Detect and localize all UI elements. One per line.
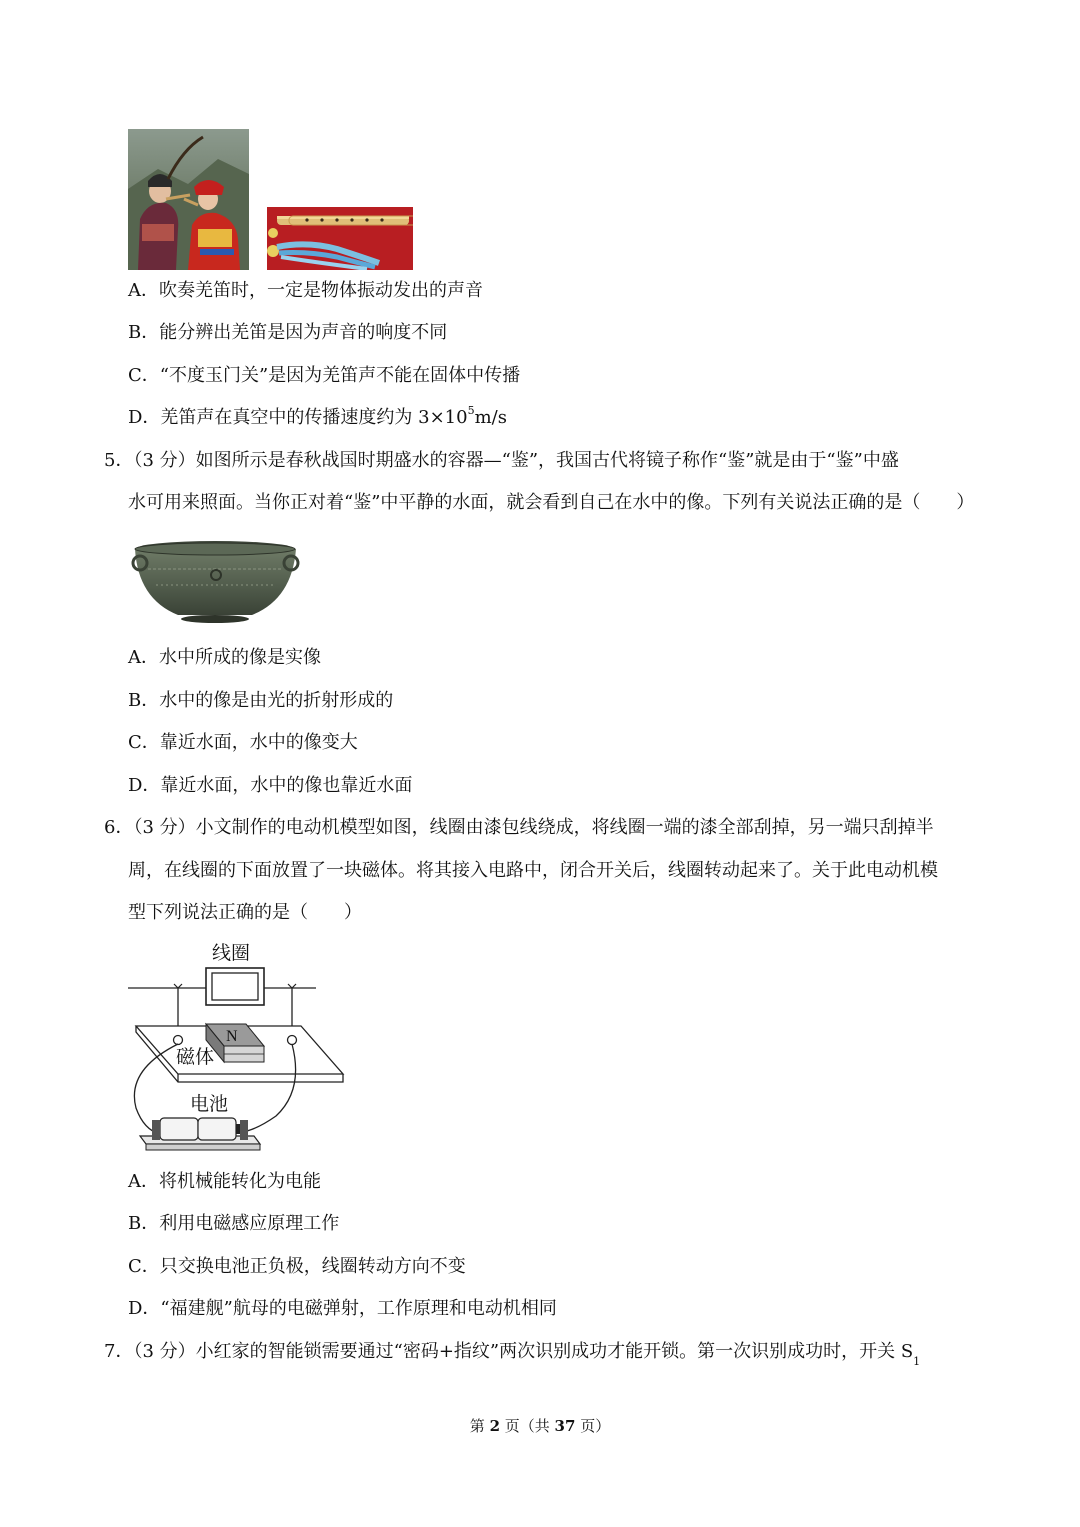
q4-option-d-unit: m/s <box>474 407 507 428</box>
magnet-label: 磁体 <box>176 1046 215 1068</box>
q4-option-c: C．“不度玉门关”是因为羌笛声不能在固体中传播 <box>128 365 521 386</box>
footer-page-number: 2 <box>489 1417 500 1435</box>
footer-prefix: 第 <box>469 1417 490 1435</box>
motor-model-diagram <box>126 940 348 1154</box>
q4-option-a: A．吹奏羌笛时，一定是物体振动发出的声音 <box>128 280 483 301</box>
q4-option-d-exponent: 5 <box>467 404 475 417</box>
q5-option-c: C．靠近水面，水中的像变大 <box>128 732 358 753</box>
q6-option-b: B．利用电磁感应原理工作 <box>128 1213 340 1234</box>
q5-stem-line2: 水可用来照面。当你正对着“鉴”中平静的水面，就会看到自己在水中的像。下列有关说法正确的是（ ） <box>128 492 975 513</box>
q5-stem-line1: 5．（3 分）如图所示是春秋战国时期盛水的容器—“鉴”，我国古代将镜子称作“鉴”就是由于“鉴”中盛 <box>104 450 899 471</box>
q5-option-b: B．水中的像是由光的折射形成的 <box>128 690 394 711</box>
footer-middle: 页（共 <box>500 1417 555 1435</box>
performers-photo <box>128 129 249 270</box>
q6-stem-line3: 型下列说法正确的是（ ） <box>128 902 362 923</box>
footer-suffix: 页） <box>575 1417 611 1435</box>
q7-switch-subscript: 1 <box>913 1354 921 1368</box>
footer-total-pages: 37 <box>554 1417 576 1435</box>
coil-label: 线圈 <box>212 942 251 964</box>
q7-stem-line1 <box>104 1340 921 1368</box>
q4-option-b: B．能分辨出羌笛是因为声音的响度不同 <box>128 322 448 343</box>
q6-option-a: A．将机械能转化为电能 <box>128 1171 321 1192</box>
q7-stem-text: 7．（3 分）小红家的智能锁需要通过“密码+指纹”两次识别成功才能开锁。第一次识别成功时，开关 S <box>104 1341 914 1362</box>
q6-stem-line2: 周，在线圈的下面放置了一块磁体。将其接入电路中，闭合开关后，线圈转动起来了。关于此电动机模 <box>128 860 938 881</box>
battery-label: 电池 <box>190 1093 229 1115</box>
q4-option-d-text: D．羌笛声在真空中的传播速度约为 3×10 <box>128 407 468 428</box>
bronze-jian-photo <box>128 539 303 625</box>
q4-option-d <box>128 406 507 430</box>
q6-stem-line1: 6．（3 分）小文制作的电动机模型如图，线圈由漆包线绕成，将线圈一端的漆全部刮掉，另一端只刮掉半 <box>104 817 934 838</box>
page-footer <box>0 1416 1080 1436</box>
magnet-pole-label: N <box>226 1028 238 1045</box>
q5-option-d: D．靠近水面，水中的像也靠近水面 <box>128 775 413 796</box>
q6-option-c: C．只交换电池正负极，线圈转动方向不变 <box>128 1256 466 1277</box>
q6-option-d: D．“福建舰”航母的电磁弹射，工作原理和电动机相同 <box>128 1298 557 1319</box>
flute-photo <box>267 207 413 270</box>
q5-option-a: A．水中所成的像是实像 <box>128 647 321 668</box>
